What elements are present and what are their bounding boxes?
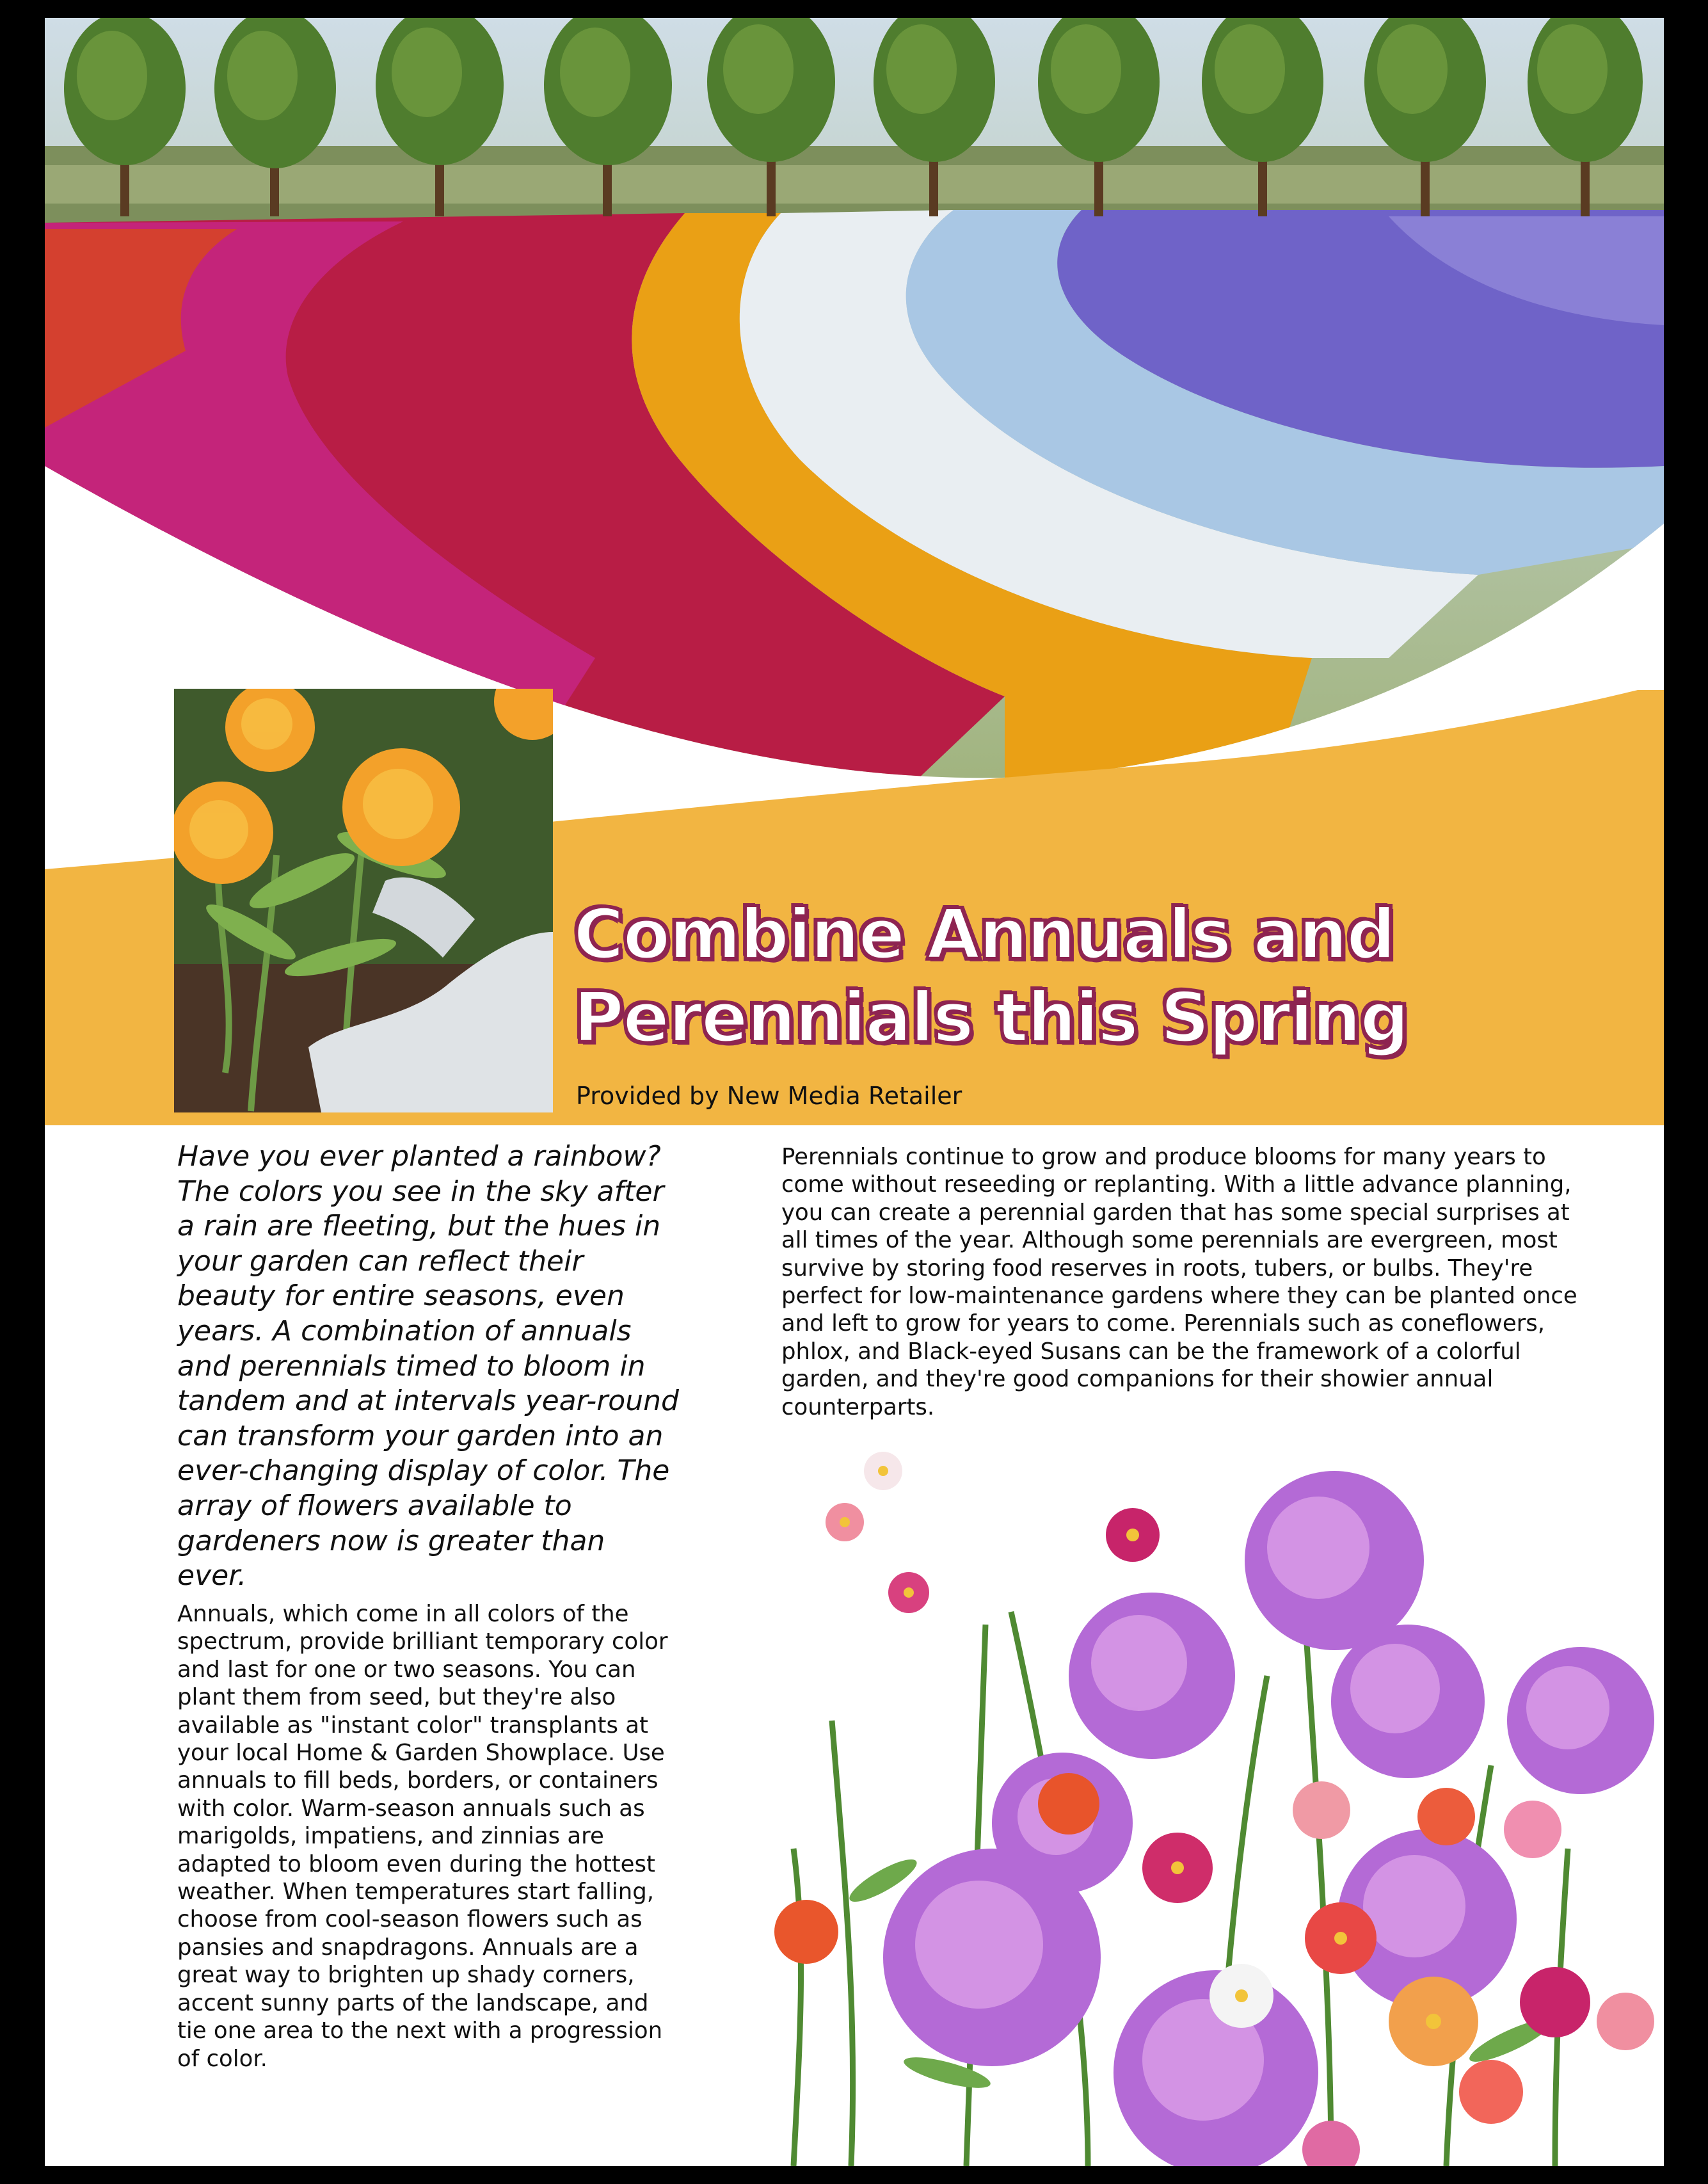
intro-paragraph (177, 1139, 683, 1594)
annuals-text: Annuals, which come in all colors of the spectrum, provide brilliant temporary color and last for one or two seasons. You can plant them from seed, but they're also available as "instant color" transplants at your local Home & Garden Showplace. Use annuals to fill beds, borders, or containers with color. Warm-season annuals such as marigolds, impatiens, and zinnias are adapted to bloom even during the hottest weather. When temperatures start falling, choose from cool-season flowers such as pansies and snapdragons. Annuals are a great way to brighten up shady corners, accent sunny parts of the landscape, and tie one area to the next with a progression of color. (177, 1601, 668, 2072)
article-title (573, 894, 1597, 1060)
byline: Provided by New Media Retailer (576, 1082, 962, 1110)
phlox-and-zinnia-image (755, 1433, 1664, 2166)
page (45, 18, 1664, 2166)
annuals-paragraph (177, 1600, 683, 2073)
intro-text: Have you ever planted a rainbow? The colors you see in the sky after a rain are fleeting, but the hues in your garden can reflect their beauty for entire seasons, even years. A combination of annuals and perennials timed to bloom in tandem and at intervals year-round can transform your garden into an ever-changing display of color. The array of flowers available to gardeners now is greater than ever. (177, 1140, 679, 1593)
perennials-text: Perennials continue to grow and produce blooms for many years to come without reseeding or replanting. With a little advance planning, you can create a perennial garden that has some special surprises at all times of the year. Although some perennials are evergreen, most survive by storing food reserves in roots, tubers, or bulbs. They're perfect for low-maintenance gardens where they can be planted once and left to grow for years to come. Perennials such as coneflowers, phlox, and Black-eyed Susans can be the framework of a colorful garden, and they're good companions for their showier annual counterparts. (781, 1144, 1577, 1420)
perennials-paragraph (781, 1143, 1581, 1421)
marigold-planting-image (174, 689, 553, 1112)
title-line-1: Combine Annuals and (573, 895, 1395, 975)
title-line-2: Perennials this Spring (573, 978, 1409, 1058)
